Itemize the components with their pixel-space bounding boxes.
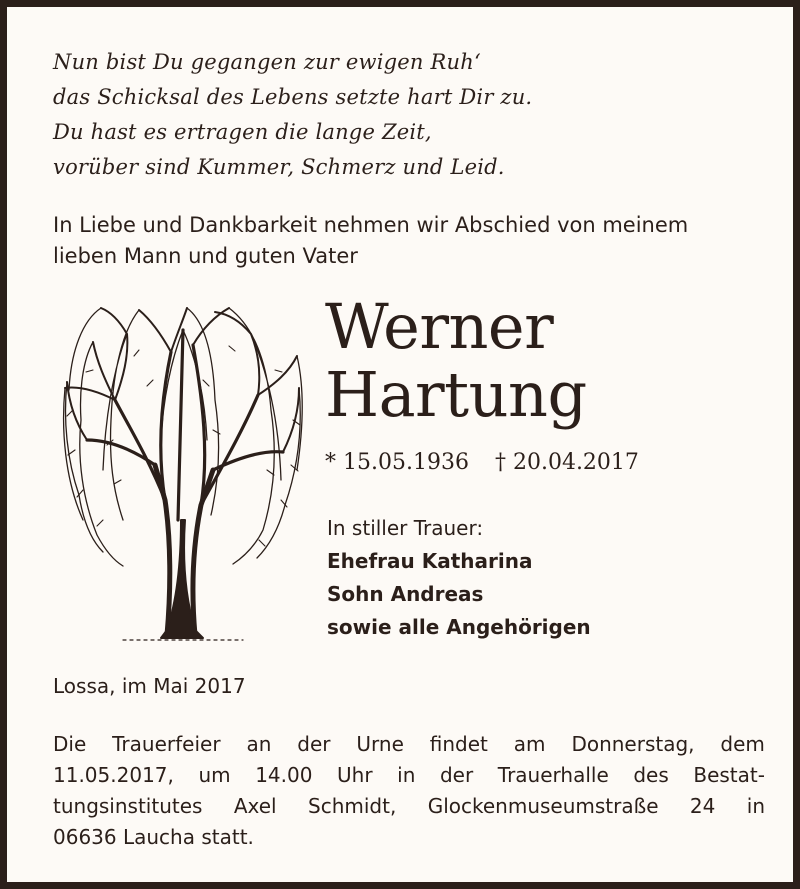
notice-line [53, 791, 765, 822]
notice-word: Trauerhalle [497, 763, 609, 787]
deceased-name [325, 290, 587, 431]
notice-word: in [397, 763, 416, 787]
notice-word: findet [429, 732, 488, 756]
notice-word: Glockenmuseumstraße [427, 794, 659, 818]
notice-line [53, 822, 765, 853]
notice-word: dem [720, 732, 765, 756]
funeral-notice [53, 729, 765, 853]
poem-line: das Schicksal des Lebens setzte hart Dir zu. [53, 85, 533, 109]
poem-line: vorüber sind Kummer, Schmerz und Leid. [53, 155, 505, 179]
notice-word: am [513, 732, 546, 756]
poem-line: Nun bist Du gegangen zur ewigen Ruh‘ [53, 50, 481, 74]
notice-word: Donnerstag, [571, 732, 695, 756]
mourner-name: sowie alle Angehörigen [327, 615, 591, 639]
notice-word: 06636 Laucha statt. [53, 825, 254, 849]
notice-word: 11.05.2017, [53, 763, 174, 787]
farewell-intro [53, 210, 773, 272]
notice-line [53, 760, 765, 791]
birth-date: * 15.05.1936 [325, 450, 469, 475]
death-date: † 20.04.2017 [494, 450, 639, 475]
last-name: Hartung [325, 358, 587, 431]
notice-word: 24 [689, 794, 716, 818]
notice-word: um [198, 763, 231, 787]
intro-line: In Liebe und Dankbarkeit nehmen wir Abschied von meinem [53, 213, 689, 237]
notice-word: Schmidt, [308, 794, 397, 818]
mourner-name: Sohn Andreas [327, 582, 484, 606]
memorial-poem [53, 45, 773, 185]
place-and-date: Lossa, im Mai 2017 [53, 674, 246, 698]
notice-word: Die [53, 732, 87, 756]
notice-line [53, 729, 765, 760]
notice-word: der [439, 763, 474, 787]
mourner-name: Ehefrau Katharina [327, 549, 533, 573]
notice-word: in [746, 794, 765, 818]
notice-word: der [297, 732, 331, 756]
mourners-heading: In stiller Trauer: [327, 516, 484, 540]
notice-word: Axel [233, 794, 277, 818]
first-name: Werner [325, 290, 554, 363]
notice-word: 14.00 [255, 763, 313, 787]
notice-word: Urne [356, 732, 404, 756]
notice-word: Bestat- [693, 763, 765, 787]
notice-word: tungsinstitutes [53, 794, 203, 818]
notice-word: des [633, 763, 669, 787]
life-dates [325, 448, 639, 478]
notice-word: Trauerfeier [112, 732, 221, 756]
notice-word: Uhr [337, 763, 373, 787]
intro-line: lieben Mann und guten Vater [53, 244, 358, 268]
tree-icon [53, 290, 311, 645]
mourners-block [327, 512, 591, 644]
poem-line: Du hast es ertragen die lange Zeit, [53, 120, 432, 144]
notice-word: an [246, 732, 272, 756]
